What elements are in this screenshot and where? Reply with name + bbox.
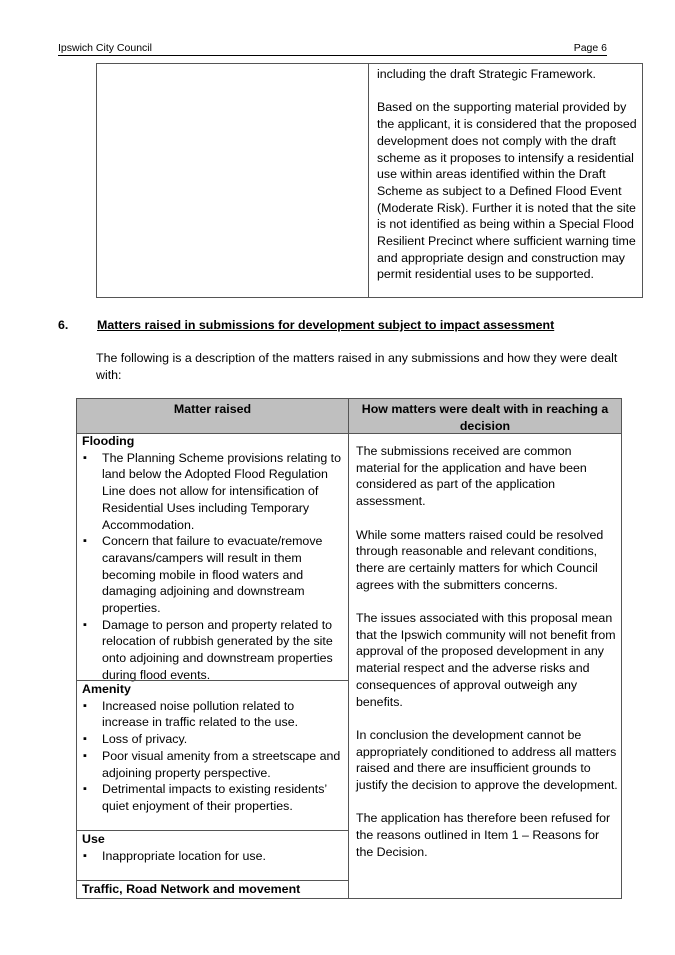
header-how-dealt-with: How matters were dealt with in reaching a decision [361, 402, 609, 433]
list-item: ▪ Poor visual amenity from a streetscape and adjoining property perspective. [77, 748, 348, 781]
assessment-paragraph: Based on the supporting material provided by the applicant, it is considered that the proposed development does not comply with the draft scheme as it proposes to intensify a residential use within areas identified within the Draft Scheme as subject to a Defined Flood Event (Moderate Risk). Further it is noted that the site is not identified as being within a Special Flood Resilient Precinct where sufficient warning time and appropriate design and construction may permit residential uses to be supported. [377, 100, 637, 282]
list-item: ▪ Concern that failure to evacuate/remove caravans/campers will result in them becoming mobile in flood waters and damaging adjoining and downstream properties. [77, 533, 348, 617]
page-number: Page 6 [573, 42, 607, 54]
section-intro: The following is a description of the matters raised in any submissions and how they were dealt with: [96, 351, 618, 382]
matter-list [77, 698, 348, 815]
assessment-cell [377, 66, 639, 283]
response-column [356, 443, 618, 861]
group-title: Use [82, 832, 105, 846]
response-paragraph: The issues associated with this proposal mean that the Ipswich community will not benefit from approval of the proposed development in any material respect and the adverse risks and consequences of approval outweigh any benefits. [356, 611, 616, 709]
matter-group-amenity [77, 680, 348, 815]
list-item: ▪ Detrimental impacts to existing residents’ quiet enjoyment of their properties. [77, 781, 348, 814]
matter-list [77, 450, 348, 684]
response-paragraph: The submissions received are common material for the application and have been considered as part of the application assessment. [356, 444, 587, 509]
assessment-paragraph: including the draft Strategic Framework. [377, 67, 596, 81]
matter-group-traffic [77, 880, 348, 898]
group-title: Amenity [82, 682, 131, 696]
list-item: ▪ Loss of privacy. [77, 731, 348, 748]
section-title: Matters raised in submissions for development subject to impact assessment [97, 318, 555, 332]
list-item: ▪ Damage to person and property related to relocation of rubbish generated by the site onto adjoining and downstream properties during flood events. [77, 617, 348, 684]
continued-assessment-table [96, 63, 643, 298]
column-divider [368, 64, 369, 297]
response-paragraph: While some matters raised could be resolved through reasonable and relevant conditions, there are certainly matters for which Council agrees with the submitters concerns. [356, 527, 604, 592]
group-title: Traffic, Road Network and movement [82, 882, 301, 896]
group-title: Flooding [82, 434, 135, 448]
column-divider [348, 399, 349, 898]
matters-table [76, 398, 622, 899]
matter-group-flooding [77, 433, 348, 684]
header-rule [58, 55, 607, 56]
matter-group-use [77, 830, 348, 864]
list-item: ▪ Inappropriate location for use. [77, 848, 348, 865]
header-matter-raised: Matter raised [173, 402, 252, 416]
list-item: ▪ Increased noise pollution related to increase in traffic related to the use. [77, 698, 348, 731]
page-header [58, 40, 607, 56]
response-paragraph: The application has therefore been refused for the reasons outlined in Item 1 – Reasons for the Decision. [356, 811, 611, 859]
response-paragraph: In conclusion the development cannot be appropriately conditioned to address all matters raised and there are insufficient grounds to justify the decision to approve the development. [356, 727, 618, 793]
council-name: Ipswich City Council [58, 42, 152, 54]
list-item: ▪ The Planning Scheme provisions relating to land below the Adopted Flood Regulation Line does not allow for intensification of Residential Uses including Temporary Accommodation. [77, 450, 348, 534]
section-number: 6. [58, 318, 69, 332]
matter-list [77, 848, 348, 865]
